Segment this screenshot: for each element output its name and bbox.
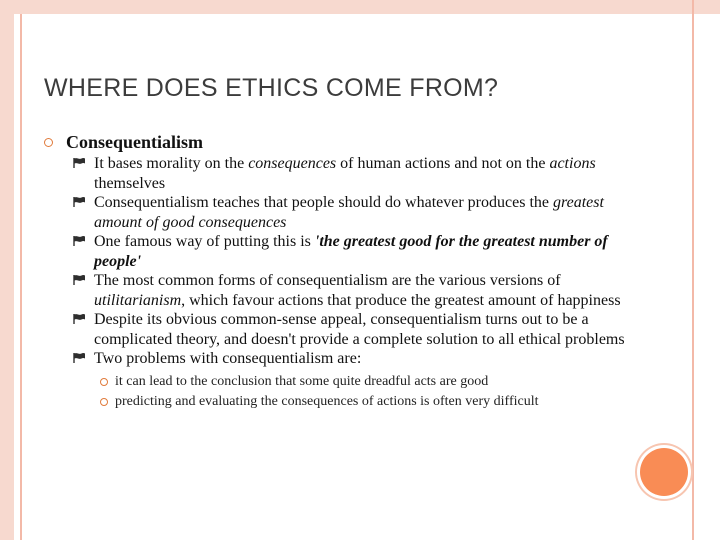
point-text-segment: One famous way of putting this is [94, 233, 315, 250]
sub-point-item [44, 392, 634, 412]
main-bullet-heading: Consequentialism [66, 132, 204, 152]
point-text [94, 233, 608, 270]
point-text-segment: The most common forms of consequentialism are the various versions of [94, 272, 561, 289]
point-text [94, 194, 604, 231]
point-text-segment: Despite its obvious common-sense appeal, consequentialism turns out to be a complicated theory, and doesn't provide a complete solution to all ethical problems [94, 311, 625, 348]
point-item [44, 271, 634, 310]
ring-bullet-icon [44, 138, 53, 147]
point-text [94, 272, 621, 309]
point-text-segment: themselves [94, 174, 166, 192]
point-text [94, 155, 596, 192]
frame-left-line [20, 14, 22, 540]
frame-top-band [0, 0, 720, 14]
point-item [44, 154, 634, 193]
flag-bullet-icon [73, 313, 87, 326]
sub-point-text: it can lead to the conclusion that some quite dreadful acts are good [115, 373, 489, 389]
point-text [94, 311, 625, 348]
ring-bullet-icon [100, 398, 108, 406]
point-text-segment: 'the greatest good for the greatest number of people' [94, 233, 608, 270]
flag-bullet-icon [73, 196, 87, 209]
flag-bullet-icon [73, 274, 87, 287]
sub-point-item [44, 372, 634, 392]
frame-left-band [0, 0, 14, 540]
ring-bullet-icon [100, 378, 108, 386]
point-item [44, 310, 634, 349]
sub-point-text: predicting and evaluating the consequences of actions is often very difficult [115, 393, 539, 409]
slide-title: WHERE DOES ETHICS COME FROM? [44, 74, 499, 102]
point-text-segment: consequences [248, 155, 337, 172]
flag-bullet-icon [73, 157, 87, 170]
point-text-segment: It bases morality on the [94, 155, 249, 172]
flag-bullet-icon [73, 235, 87, 248]
point-text-segment: of human actions and not on the [336, 155, 550, 172]
point-item [44, 232, 634, 271]
point-item [44, 349, 634, 369]
slide-body [44, 130, 634, 412]
point-text-segment: greatest amount of good consequences [94, 194, 604, 231]
point-text-segment: utilitarianism [94, 291, 182, 309]
flag-bullet-icon [73, 352, 87, 365]
point-text-segment: actions [549, 155, 596, 172]
decorative-circle [640, 448, 688, 496]
point-text [94, 350, 361, 367]
point-text-segment: Two problems with consequentialism are: [94, 350, 362, 367]
point-text-segment: Consequentialism teaches that people should do whatever produces the [94, 194, 553, 211]
point-list [44, 154, 634, 369]
point-item [44, 193, 634, 232]
main-bullet [44, 130, 634, 154]
point-text-segment: , which favour actions that produce the greatest amount of happiness [181, 291, 621, 309]
sub-point-list [44, 372, 634, 412]
frame-right-line [692, 0, 694, 540]
